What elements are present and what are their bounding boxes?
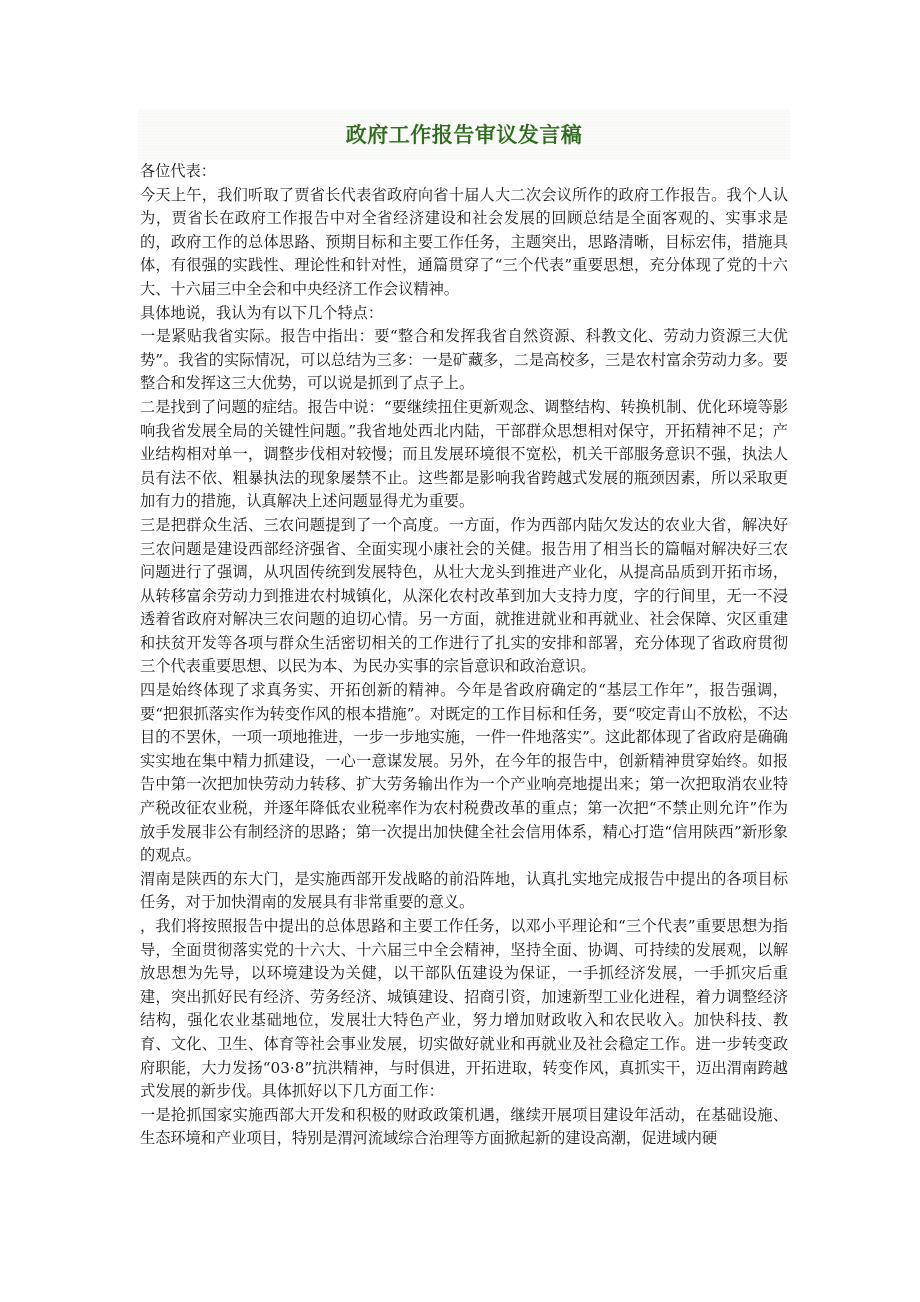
title-band bbox=[138, 110, 790, 160]
paragraph-intro: 今天上午，我们听取了贾省长代表省政府向省十届人大二次会议所作的政府工作报告。我个人认为，贾省长在政府工作报告中对全省经济建设和社会发展的回顾总结是全面客观的、实事求是的，政府工作的总体思路、预期目标和主要工作任务，主题突出，思路清晰，目标宏伟，措施具体，有很强的实践性、理论性和针对性，通篇贯穿了“三个代表”重要思想，充分体现了党的十六大、十六届三中全会和中央经济工作会议精神。 bbox=[140, 185, 788, 298]
paragraph-plan: ，我们将按照报告中提出的总体思路和主要工作任务，以邓小平理论和“三个代表”重要思想为指导，全面贯彻落实党的十六大、十六届三中全会精神，坚持全面、协调、可持续的发展观，以解放思想为先导，以环境建设为关健，以干部队伍建设为保证，一手抓经济发展，一手抓灾后重建，突出抓好民有经济、劳务经济、城镇建设、招商引资，加速新型工业化进程，着力调整经济结构，强化农业基础地位，发展壮大特色产业，努力增加财政收入和农民收入。加快科技、教育、文化、卫生、体育等社会事业发展，切实做好就业和再就业及社会稳定工作。进一步转变政府职能，大力发扬“03·8”抗洪精神，与时俱进，开拓进取，转变作风，真抓实干，迈出渭南跨越式发展的新步伐。具体抓好以下几方面工作： bbox=[140, 917, 788, 1101]
paragraph-features-lead: 具体地说，我认为有以下几个特点： bbox=[140, 303, 383, 322]
paragraph-feature-1: 一是紧贴我省实际。报告中指出：要“整合和发挥我省自然资源、科教文化、劳动力资源三大优势”。我省的实际情况，可以总结为三多：一是矿藏多，二是高校多，三是农村富余劳动力多。要整合和发挥这三大优势，可以说是抓到了点子上。 bbox=[140, 327, 788, 393]
paragraph-feature-2: 二是找到了问题的症结。报告中说：“要继续扭住更新观念、调整结构、转换机制、优化环境等影响我省发展全局的关键性问题。”我省地处西北内陆，干部群众思想相对保守，开拓精神不足；产业结构相对单一，调整步伐相对较慢；而且发展环境很不宽松，机关干部服务意识不强，执法人员有法不依、粗暴执法的现象屡禁不止。这些都是影响我省跨越式发展的瓶颈因素，所以采取更加有力的措施，认真解决上述问题显得尤为重要。 bbox=[140, 397, 788, 511]
paragraph-weinan: 渭南是陕西的东大门，是实施西部开发战略的前沿阵地，认真扎实地完成报告中提出的各项目标任务，对于加快渭南的发展具有非常重要的意义。 bbox=[140, 869, 788, 912]
paragraph-feature-3: 三是把群众生活、三农问题提到了一个高度。一方面，作为西部内陆欠发达的农业大省，解决好三农问题是建设西部经济强省、全面实现小康社会的关健。报告用了相当长的篇幅对解决好三农问题进行了强调，从巩固传统到发展特色，从壮大龙头到推进产业化，从提高品质到开拓市场，从转移富余劳动力到推进农村城镇化，从深化农村改革到加大支持力度，字的行间里，无一不浸透着省政府对解决三农问题的迫切心情。另一方面，就推进就业和再就业、社会保障、灾区重建和扶贫开发等各项与群众生活密切相关的工作进行了扎实的安排和部署，充分体现了省政府贯彻三个代表重要思想、以民为本、为民办实事的宗旨意识和政治意识。 bbox=[140, 515, 788, 676]
document-body bbox=[140, 160, 788, 1151]
paragraph-feature-4: 四是始终体现了求真务实、开拓创新的精神。今年是省政府确定的“基层工作年”，报告强调，要“把狠抓落实作为转变作风的根本措施”。对既定的工作目标和任务，要“咬定青山不放松，不达目的不罢休，一项一项地推进，一步一步地实施，一件一件地落实”。这此都体现了省政府是确确实实地在集中精力抓建设，一心一意谋发展。另外，在今年的报告中，创新精神贯穿始终。如报告中第一次把加快劳动力转移、扩大劳务输出作为一个产业响亮地提出来；第一次把取消农业特产税改征农业税，并逐年降低农业税率作为农村税费改革的重点；第一次把“不禁止则允许”作为放手发展非公有制经济的思路；第一次提出加快健全社会信用体系，精心打造“信用陕西”新形象的观点。 bbox=[140, 681, 788, 865]
document-title: 政府工作报告审议发言稿 bbox=[345, 123, 583, 147]
paragraph-task-1: 一是抢抓国家实施西部大开发和积极的财政政策机遇，继续开展项目建设年活动，在基础设施、生态环境和产业项目，特别是渭河流域综合治理等方面掀起新的建设高潮，促进域内硬 bbox=[140, 1105, 788, 1148]
salutation: 各位代表： bbox=[140, 162, 216, 180]
